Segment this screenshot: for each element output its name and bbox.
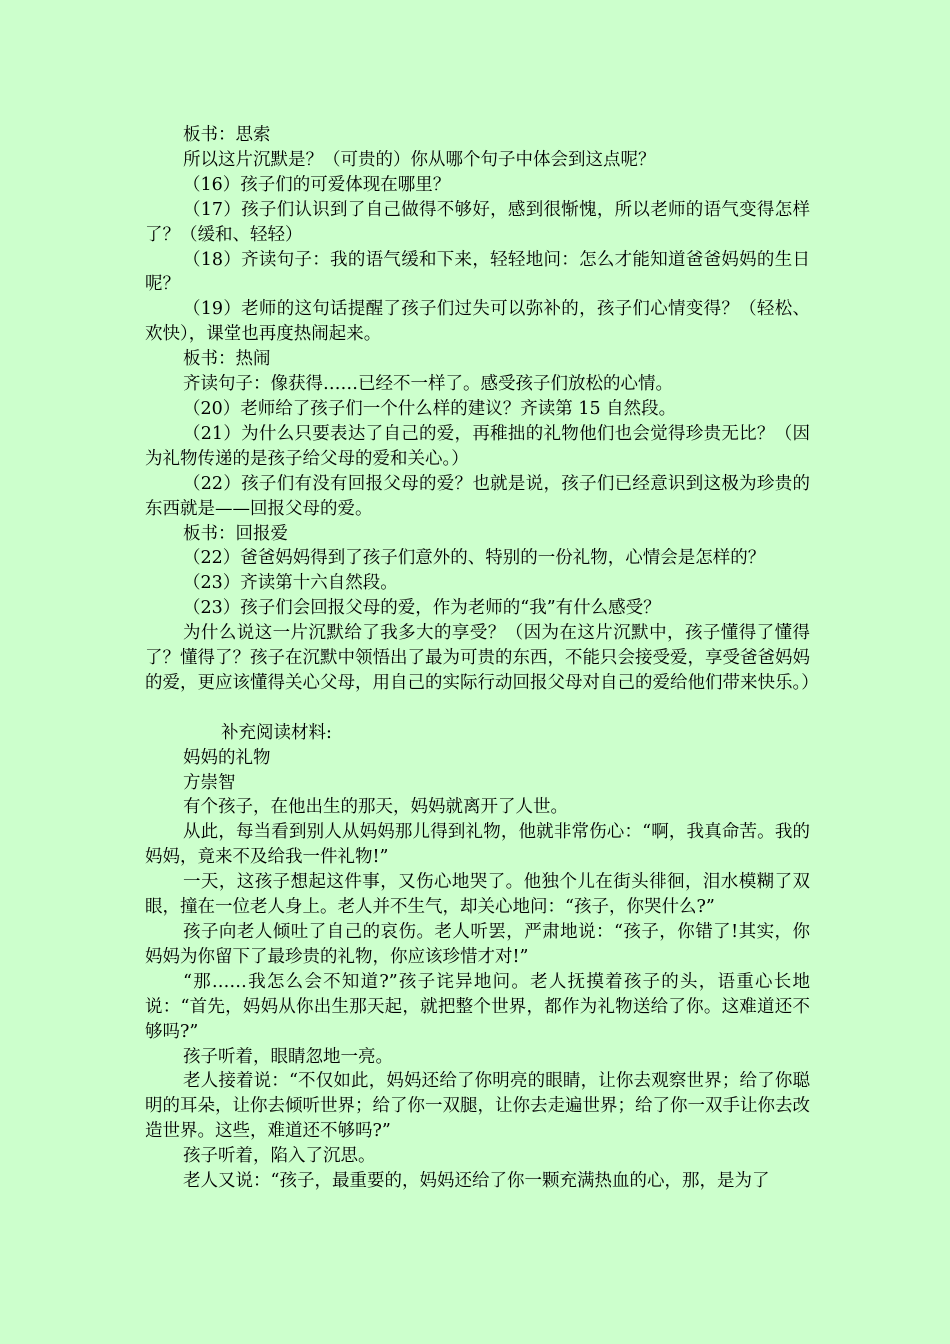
paragraph-q19: （19）老师的这句话提醒了孩子们过失可以弥补的，孩子们心情变得？（轻松、欢快），课堂也再度热闹起来。 (145, 299, 810, 345)
paragraph-q23a: （23）齐读第十六自然段。 (183, 573, 398, 594)
paragraph-q20: （20）老师给了孩子们一个什么样的建议？齐读第 15 自然段。 (183, 398, 677, 419)
story-paragraph: 孩子向老人倾吐了自己的哀伤。老人听罢，严肃地说：“孩子，你错了!其实，你妈妈为你留下了最珍贵的礼物，你应该珍惜才对!” (145, 921, 810, 967)
supplement-heading: 补充阅读材料: (221, 722, 332, 743)
story-paragraph: 老人接着说：“不仅如此，妈妈还给了你明亮的眼睛，让你去观察世界；给了你聪明的耳朵，让你去倾听世界；给了你一双腿，让你去走遍世界；给了你一双手让你去改造世界。这些，难道还不够吗?” (145, 1071, 810, 1142)
story-paragraph: 从此，每当看到别人从妈妈那儿得到礼物，他就非常伤心：“啊，我真命苦。我的妈妈，竟来不及给我一件礼物!” (145, 822, 810, 868)
document-page (145, 123, 819, 1194)
story-paragraph: 一天，这孩子想起这件事，又伤心地哭了。他独个儿在街头徘徊，泪水模糊了双眼，撞在一位老人身上。老人并不生气，却关心地问：“孩子，你哭什么?” (145, 872, 810, 918)
blank-line (145, 696, 810, 721)
story-author: 方崇智 (183, 772, 236, 793)
paragraph-q17: （17）孩子们认识到了自己做得不够好，感到很惭愧，所以老师的语气变得怎样了？（缓和、轻轻） (145, 199, 810, 245)
paragraph-board-thinking: 板书：思索 (183, 125, 271, 145)
paragraph-board-repay: 板书：回报爱 (183, 523, 288, 544)
paragraph-q18: （18）齐读句子：我的语气缓和下来，轻轻地问：怎么才能知道爸爸妈妈的生日呢？ (145, 249, 810, 295)
paragraph-q16: （16）孩子们的可爱体现在哪里？ (183, 174, 451, 195)
story-paragraph: 老人又说：“孩子，最重要的，妈妈还给了你一颗充满热血的心，那，是为了 (183, 1171, 770, 1192)
paragraph-question-silence: 所以这片沉默是？（可贵的）你从哪个句子中体会到这点呢？ (183, 149, 656, 170)
paragraph-enjoyment: 为什么说这一片沉默给了我多大的享受？（因为在这片沉默中，孩子懂得了懂得了？懂得了？孩子在沉默中领悟出了最为可贵的东西，不能只会接受爱，享受爸爸妈妈的爱，更应该懂得关心父母，用自己的实际行动回报父母对自己的爱给他们带来快乐。） (145, 623, 819, 693)
paragraph-q22a: （22）孩子们有没有回报父母的爱？也就是说，孩子们已经意识到这极为珍贵的东西就是——回报父母的爱。 (145, 473, 810, 519)
paragraph-board-lively: 板书：热闹 (183, 349, 271, 370)
paragraph-q21: （21）为什么只要表达了自己的爱，再稚拙的礼物他们也会觉得珍贵无比？（因为礼物传递的是孩子给父母的爱和关心。） (145, 423, 810, 469)
story-paragraph: “那……我怎么会不知道?”孩子诧异地问。老人抚摸着孩子的头，语重心长地说：“首先，妈妈从你出生那天起，就把整个世界，都作为礼物送给了你。这难道还不够吗?” (145, 971, 810, 1042)
paragraph-q23b: （23）孩子们会回报父母的爱，作为老师的“我”有什么感受？ (183, 598, 661, 619)
paragraph-read-aloud: 齐读句子：像获得……已经不一样了。感受孩子们放松的心情。 (183, 374, 673, 395)
story-paragraph: 有个孩子，在他出生的那天，妈妈就离开了人世。 (183, 797, 568, 818)
story-title: 妈妈的礼物 (183, 747, 271, 768)
story-paragraph: 孩子听着，眼睛忽地一亮。 (183, 1046, 393, 1067)
paragraph-q22b: （22）爸爸妈妈得到了孩子们意外的、特别的一份礼物，心情会是怎样的？ (183, 548, 766, 569)
story-paragraph: 孩子听着，陷入了沉思。 (183, 1146, 376, 1167)
